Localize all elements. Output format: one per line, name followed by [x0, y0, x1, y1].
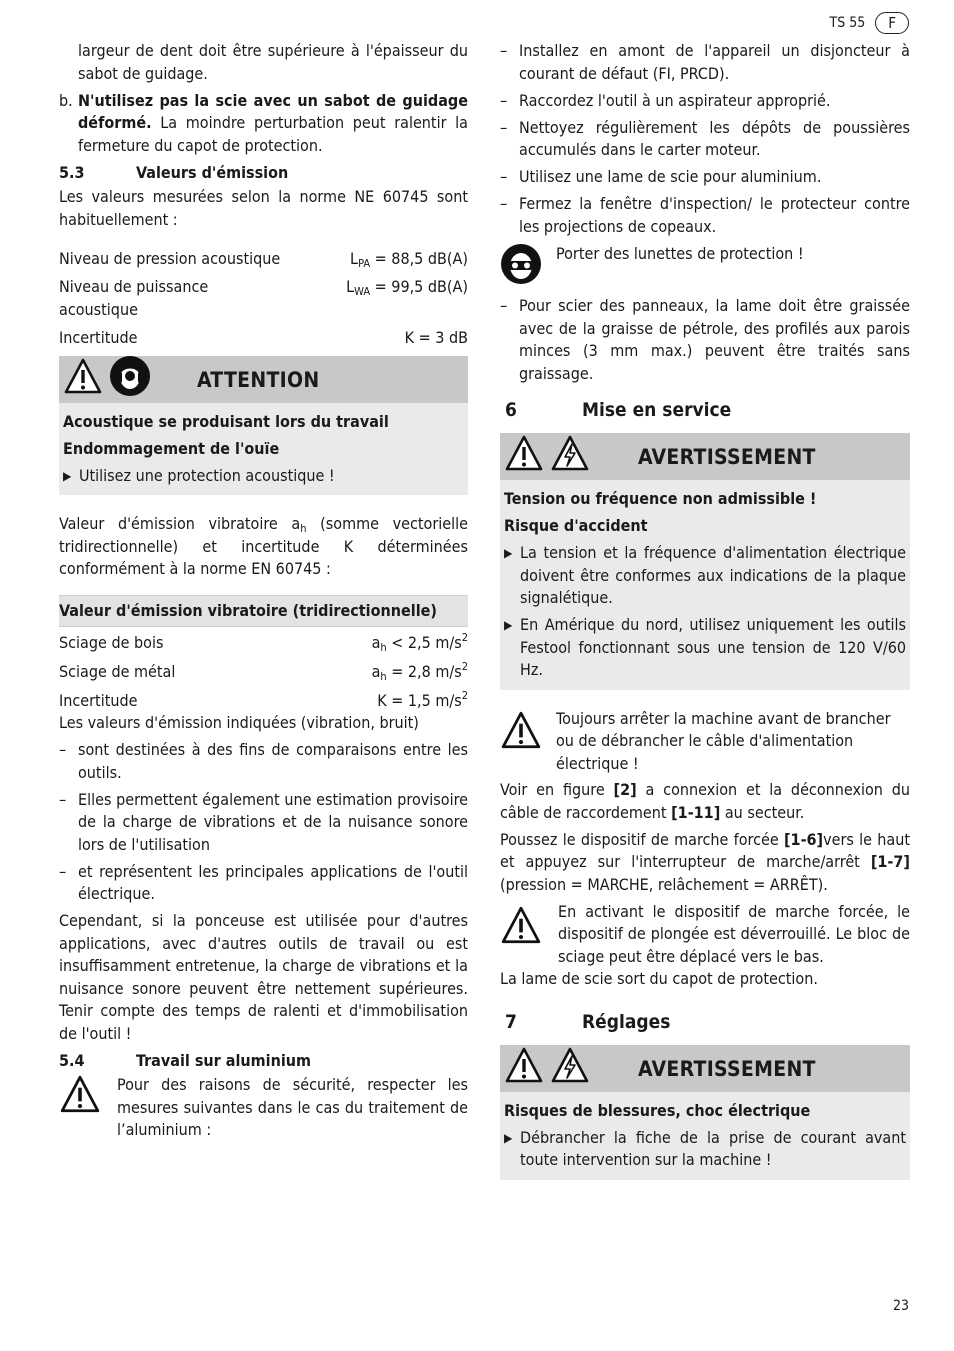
warning-triangle-icon: [500, 708, 546, 757]
page-header: [830, 12, 909, 34]
warning-triangle-icon: [504, 434, 544, 479]
list-item: – Pour scier des panneaux, la lame doit être graissée avec de la graisse de pétrole, des profilés aux parois minces (3 mm max.) peuvent être traités sans graissage.: [500, 296, 910, 383]
switch-paragraph: Poussez le dispositif de marche forcée [1-6]vers le haut et appuyez sur l'interrupteur de marche/arrêt [1-7] (pression = MARCHE, relâchement = ARRÊT).: [500, 829, 910, 894]
warning-bullet: ▶ En Amérique du nord, utilisez uniquement les outils Festool fonctionnant sous une tension de 120 V/60 Hz.: [504, 614, 906, 682]
language-badge: F: [875, 12, 909, 34]
warning-bullet: ▶ Débrancher la fiche de la prise de courant avant toute intervention sur la machine !: [504, 1127, 906, 1172]
table-row: Incertitude K = 1,5 $m/s^2$: [59, 688, 468, 710]
continued-text: largeur de dent doit être supérieure à l'épaisseur du sabot de guidage.: [78, 41, 468, 83]
stop-machine-note: Toujours arrêter la machine avant de brancher ou de débrancher le câble d'alimentation électrique !: [500, 708, 910, 776]
list-item: – Elles permettent également une estimation provisoire de la charge de vibrations et de la nuisance sonore lors de l'utilisation: [59, 789, 468, 854]
vibration-table: [59, 595, 468, 713]
ear-protection-icon: [109, 355, 151, 404]
list-item: – Nettoyez régulièrement les dépôts de poussières accumulés dans le carter moteur.: [500, 117, 910, 159]
connection-paragraph: Voir en figure [2] a connexion et la déconnexion du câble de raccordement [1-11] au secteur.: [500, 780, 911, 822]
electric-hazard-icon: [550, 434, 590, 479]
warning-triangle-icon: [500, 901, 548, 952]
attention-box: [59, 356, 468, 496]
section-heading-5-3: 5.3 Valeurs d'émission: [59, 162, 289, 182]
warning-title: AVERTISSEMENT: [638, 445, 816, 469]
model-label: TS 55: [829, 15, 866, 31]
warning-triangle-icon: [504, 1046, 544, 1091]
warning-bullet: ▶ La tension et la fréquence d'alimentation électrique doivent être conformes aux indications de la plaque signalétique.: [504, 542, 906, 610]
electric-hazard-icon: [550, 1046, 590, 1091]
triangle-bullet-icon: ▶: [504, 1130, 513, 1145]
section-heading-5-4: 5.4 Travail sur aluminium: [59, 1050, 312, 1070]
blade-out-text: La lame de scie sort du capot de protection.: [500, 969, 818, 988]
warning-triangle-icon: [59, 1074, 107, 1121]
warning-line: Tension ou fréquence non admissible !: [504, 489, 817, 508]
warning-box-voltage: [500, 433, 910, 690]
closing-paragraph: Cependant, si la ponceuse est utilisée pour d'autres applications, avec d'autres outils de travail ou est insuffisamment entretenue, la charge de vibrations et la nuisance sonore peuvent être nettement supérieures. Tenir compte des temps de ralenti et d'immobilisation de l'outil !: [59, 911, 468, 1043]
triangle-bullet-icon: ▶: [504, 618, 513, 632]
attention-line: Acoustique se produisant lors du travail: [63, 411, 389, 431]
attention-line: Endommagement de l'ouïe: [63, 438, 280, 458]
warning-triangle-icon: [63, 357, 103, 402]
vibration-intro: Valeur d'émission vibratoire $a_h$ (somme vectorielle tridirectionnelle) et incertitude K déterminées conformément à la norme EN 60745 :: [59, 514, 468, 578]
table-row: Sciage de bois $a_h < 2,5$ $m/s^2$: [59, 630, 468, 654]
triangle-bullet-icon: ▶: [504, 546, 513, 560]
warning-box-maintenance: [500, 1045, 910, 1180]
list-item: – sont destinées à des fins de comparaisons entre les outils.: [59, 740, 468, 782]
triangle-bullet-icon: ▶: [63, 468, 72, 483]
noise-row: Niveau de puissance acoustique $L_{WA} = 99,5$ dB(A): [59, 277, 468, 319]
list-item-b: b. N'utilisez pas la scie avec un sabot de guidage déformé. La moindre perturbation peut ralentir la fermeture du capot de protection.: [59, 90, 468, 155]
vibration-table-header: Valeur d'émission vibratoire (tridirectionnelle): [59, 595, 468, 628]
warning-line: Risque d'accident: [504, 516, 648, 535]
plunge-lock-note: En activant le dispositif de marche forcée, le dispositif de plongée est déverrouillé. Le bloc de sciage peut être déplacé vers le bas.: [500, 901, 910, 969]
emission-intro: Les valeurs mesurées selon la norme NE 60745 sont habituellement :: [59, 187, 468, 229]
list-item: – Utilisez une lame de scie pour aluminium.: [500, 167, 822, 186]
section-heading-7: 7 Réglages: [505, 1010, 671, 1033]
emission-note: Les valeurs d'émission indiquées (vibration, bruit): [59, 713, 419, 732]
attention-title: ATTENTION: [197, 367, 320, 392]
table-row: Sciage de métal $a_h = 2,8$ $m/s^2$: [59, 659, 468, 683]
right-column: [500, 40, 910, 1190]
list-item: – Fermez la fenêtre d'inspection/ le protecteur contre les projections de copeaux.: [500, 194, 910, 236]
noise-row: Incertitude K = 3 dB: [59, 328, 468, 347]
noise-row: Niveau de pression acoustique $L_{PA} = 88,5$ dB(A): [59, 248, 468, 270]
goggles-note: Porter des lunettes de protection !: [500, 243, 910, 292]
page-number: 23: [892, 1297, 909, 1314]
warning-line: Risques de blessures, choc électrique: [504, 1100, 811, 1120]
safety-goggles-icon: [500, 243, 546, 292]
warning-title: AVERTISSEMENT: [638, 1056, 816, 1081]
attention-bullet: ▶ Utilisez une protection acoustique !: [63, 465, 464, 488]
aluminium-note: Pour des raisons de sécurité, respecter les mesures suivantes dans le cas du traitement de l’aluminium :: [59, 1074, 468, 1142]
list-item: – Installez en amont de l'appareil un disjoncteur à courant de défaut (FI, PRCD).: [500, 41, 910, 83]
section-heading-6: 6 Mise en service: [505, 399, 732, 421]
list-item: – et représentent les principales applications de l'outil électrique.: [59, 861, 468, 903]
list-item: – Raccordez l'outil à un aspirateur approprié.: [500, 90, 831, 110]
left-column: [59, 40, 468, 1146]
